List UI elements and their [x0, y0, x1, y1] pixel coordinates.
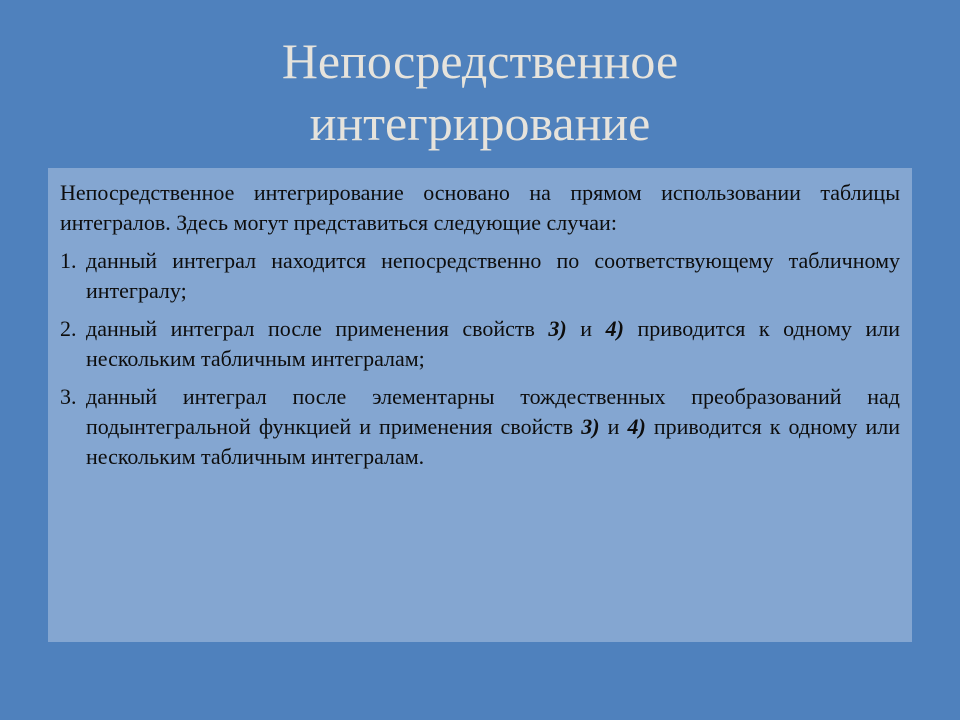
property-ref: 4)	[605, 316, 624, 341]
conjunction: и	[599, 414, 628, 439]
content-box	[48, 168, 912, 642]
intro-paragraph: Непосредственное интегрирование основано на прямом использовании таблицы интегралов. Здесь могут представиться следующие случаи:	[60, 180, 900, 235]
title-line-2: интегрирование	[309, 95, 651, 151]
text-after: приводится к одному или нескольким табличным интегралам;	[86, 316, 900, 371]
list-item	[60, 314, 900, 374]
text-after: приводится к одному или нескольким табличным интегралам.	[86, 414, 900, 469]
list-number: 3.	[60, 384, 77, 409]
list-item-text: данный интеграл находится непосредственно по соответствующему табличному интегралу;	[86, 248, 900, 303]
property-ref: 3)	[581, 414, 600, 439]
title-line-1: Непосредственное	[281, 33, 679, 89]
list-item-text	[86, 382, 900, 472]
conjunction: и	[566, 316, 606, 341]
text-before: данный интеграл после применения свойств	[86, 316, 549, 341]
list-number: 2.	[60, 316, 77, 341]
slide-title	[80, 30, 880, 154]
list-item-text	[86, 314, 900, 374]
list-item	[60, 246, 900, 306]
property-ref: 3)	[548, 316, 567, 341]
list-item	[60, 382, 900, 472]
text-before: данный интеграл после элементарны тождественных преобразований над подынтегральной функцией и применения свойств	[86, 384, 900, 439]
list-number: 1.	[60, 248, 77, 273]
cases-list	[60, 246, 900, 472]
property-ref: 4)	[627, 414, 646, 439]
